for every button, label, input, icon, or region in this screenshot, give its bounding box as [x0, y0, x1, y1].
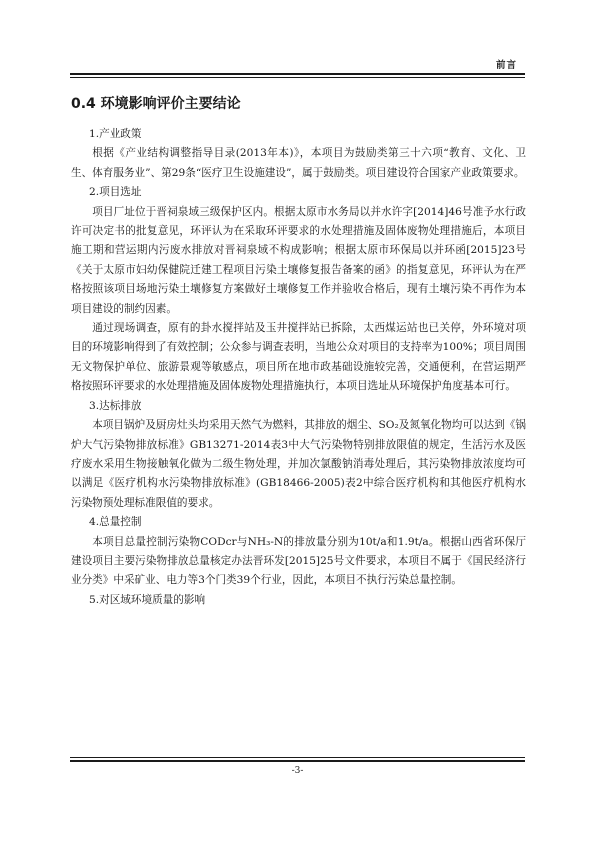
header-rule-thick	[70, 73, 525, 75]
paragraph-industrial-policy: 根据《产业结构调整指导目录(2013年本)》，本项目为鼓励类第三十六项“教育、文化、卫生、体育服务业”、第29条“医疗卫生设施建设”，属于鼓励类。项目建设符合国家产业政策要求。	[71, 147, 526, 179]
paragraph-emissions: 本项目锅炉及厨房灶头均采用天然气为燃料，其排放的烟尘、SO₂及氮氧化物均可以达到《锅炉大气污染物排放标准》GB13271-2014表3中大气污染物特别排放限值的规定，生活污水及医疗废水采用生物接触氧化做为二级生物处理，并加次氯酸钠消毒处理后，其污染物排放浓度均可以满足《医疗机构水污染物排放标准》(GB18466-2005)表2中综合医疗机构和其他医疗机构水污染物预处理标准限值的要求。	[71, 419, 526, 509]
paragraph-total-control: 本项目总量控制污染物CODcr与NH₃-N的排放量分别为10t/a和1.9t/a。根据山西省环保厅建设项目主要污染物排放总量核定办法晋环发[2015]25号文件要求，本项目不属于《国民经济行业分类》中采矿业、电力等3个门类39个行业，因此，本项目不执行污染总量控制。	[71, 535, 526, 587]
footer-rule-thick	[70, 760, 525, 762]
paragraph-site-selection-1: 项目厂址位于晋祠泉域三级保护区内。根据太原市水务局以并水许字[2014]46号准予水行政许可决定书的批复意见，环评认为在采取环评要求的水处理措施及固体废物处理措施后，本项目施工期和营运期内污废水排放对晋祠泉域不构成影响；根据太原市环保局以并环函[2015]23号《关于太原市妇幼保健院迁建工程项目污染土壤修复报告备案的函》的指复意见，环评认为在严格按照该项目场地污染土壤修复方案做好土壤修复工作并验收合格后，现有土壤污染不再作为本项目建设的制约因素。	[71, 205, 526, 315]
running-header: 前言	[496, 60, 518, 71]
subsection-heading-regional-impact: 5.对区域环境质量的影响	[89, 593, 206, 606]
header-rule-thin	[70, 77, 525, 78]
page-number: -3-	[291, 766, 304, 776]
paragraph-site-selection-2: 通过现场调查，原有的卦水搅拌站及玉井搅拌站已拆除，太西煤运站也已关停，外环境对项目的环境影响得到了有效控制；公众参与调查表明，当地公众对项目的支持率为100%；项目周围无文物保护单位、旅游景观等敏感点，项目所在地市政基础设施较完善，交通便利，在营运期严格按照环评要求的水处理措施及固体废物处理措施执行，本项目选址从环境保护角度基本可行。	[71, 322, 526, 393]
footer-rule-thin	[70, 757, 525, 758]
section-title: 0.4 环境影响评价主要结论	[71, 96, 241, 112]
subsection-heading-industrial-policy: 1.产业政策	[89, 128, 142, 140]
subsection-heading-total-control: 4.总量控制	[89, 516, 142, 529]
section-body	[71, 125, 526, 610]
subsection-heading-site-selection: 2.项目选址	[89, 186, 142, 199]
subsection-heading-emissions: 3.达标排放	[89, 399, 142, 412]
